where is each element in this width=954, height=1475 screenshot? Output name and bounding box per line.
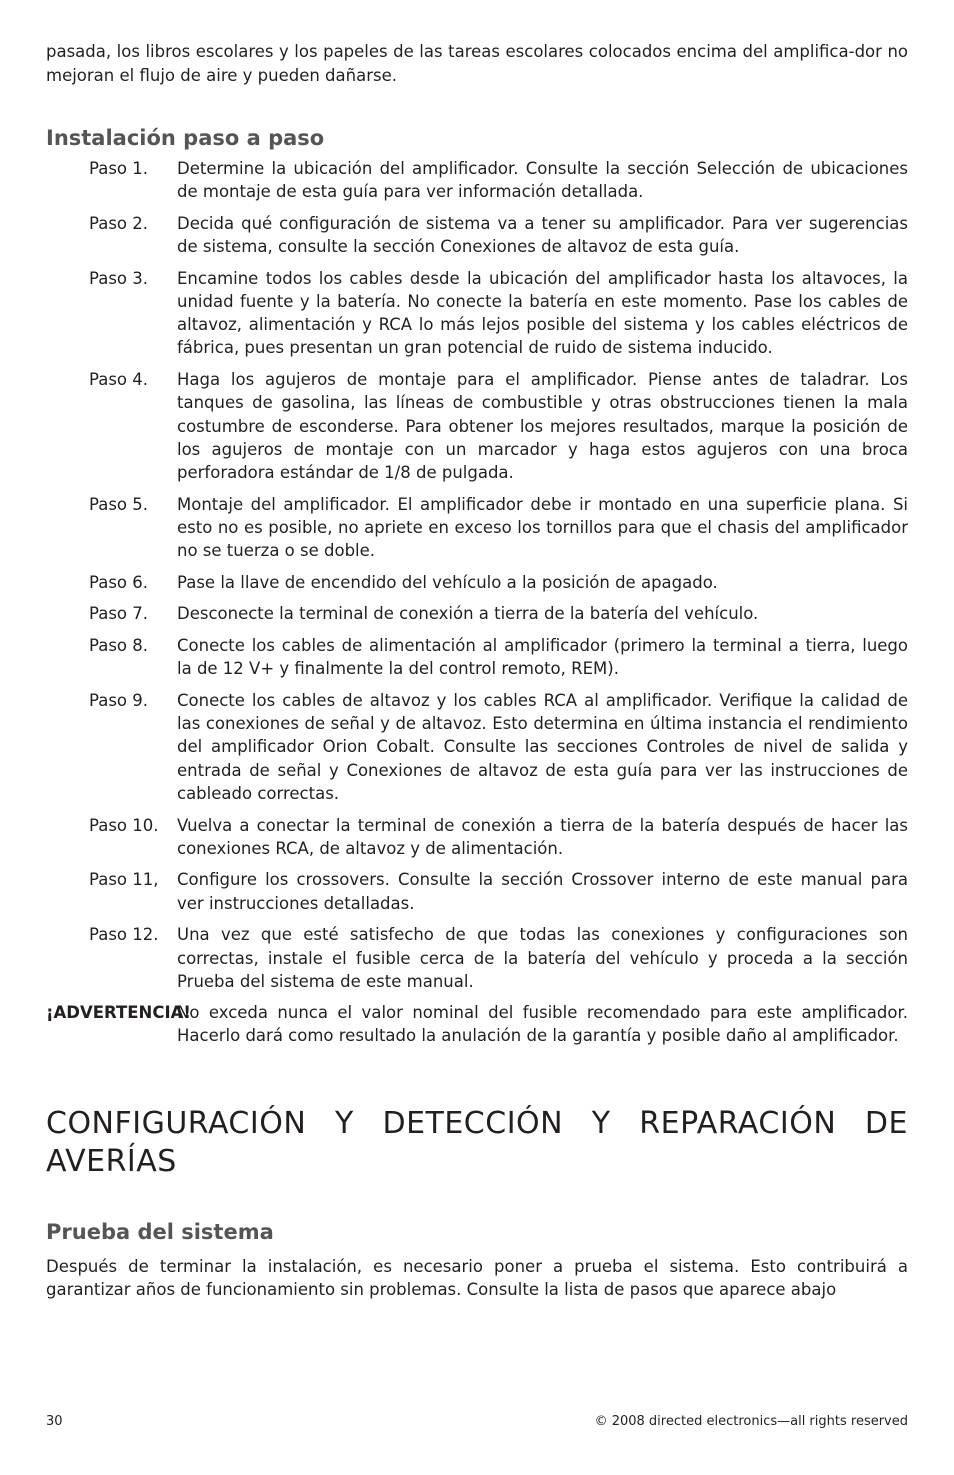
warning-text: No exceda nunca el valor nominal del fusible recomendado para este amplificador. Hacerlo dará como resultado la anulación de la garantía y posible daño al amplificador. — [177, 1002, 908, 1045]
step-label: Paso 1. — [89, 159, 148, 178]
install-heading: Instalación paso a paso — [46, 126, 325, 150]
step-label: Paso 8. — [89, 636, 148, 656]
step-text: Montaje del amplificador. El amplificador debe ir montado en una superficie plana. Si esto no es posible, no apriete en exceso los tornillos para que el chasis del amplificador no se tuerza o se doble. — [177, 494, 908, 561]
list-item — [46, 868, 908, 914]
step-label: Paso 3. — [89, 268, 148, 288]
list-item — [46, 634, 908, 680]
step-label: Paso 11, — [89, 870, 159, 890]
page-content — [46, 40, 908, 1302]
list-item — [46, 689, 908, 805]
step-text: Conecte los cables de altavoz y los cables RCA al amplificador. Verifique la calidad de las conexiones de señal y de altavoz. Esto determina en última instancia el rendimiento del amplificador Orion Cobalt. Consulte las secciones Controles de nivel de salida y entrada de señal y Conexiones de altavoz de esta guía para ver las instrucciones de cableado correctas. — [177, 691, 908, 803]
list-item — [46, 212, 908, 258]
install-steps-list — [46, 157, 908, 993]
copyright-text: © 2008 directed electronics—all rights reserved — [594, 1414, 908, 1429]
step-text: Haga los agujeros de montaje para el amplificador. Piense antes de taladrar. Los tanques de gasolina, las líneas de combustible y otras obstrucciones tienen la mala costumbre de esconderse. Para obtener los mejores resultados, marque la posición de los agujeros de montaje con un marcador y haga estos agujeros con una broca perforadora estándar de 1/8 de pulgada. — [177, 370, 908, 482]
step-text: Determine la ubicación del amplificador. Consulte la sección Selección de ubicaciones de montaje de esta guía para ver información detallada. — [177, 159, 908, 202]
step-text: Una vez que esté satisfecho de que todas las conexiones y configuraciones son correctas, instale el fusible cerca de la batería del vehículo y proceda a la sección Prueba del sistema de este manual. — [177, 925, 908, 991]
step-text: Desconecte la terminal de conexión a tierra de la batería del vehículo. — [177, 604, 759, 624]
page-number: 30 — [46, 1414, 63, 1429]
step-label: Paso 10. — [89, 815, 159, 835]
list-item — [46, 571, 908, 594]
step-text: Pase la llave de encendido del vehículo a la posición de apagado. — [177, 572, 718, 592]
list-item — [46, 267, 908, 360]
step-text: Configure los crossovers. Consulte la sección Crossover interno de este manual para ver instrucciones detalladas. — [177, 870, 908, 913]
page-footer — [46, 1414, 908, 1429]
system-test-paragraph: Después de terminar la instalación, es necesario poner a prueba el sistema. Esto contribuirá a garantizar años de funcionamiento sin problemas. Consulte la lista de pasos que aparece abajo — [46, 1256, 908, 1300]
warning-note — [46, 1001, 908, 1047]
config-heading: CONFIGURACIÓN Y DETECCIÓN Y REPARACIÓN DE AVERÍAS — [46, 1105, 908, 1179]
system-test-heading: Prueba del sistema — [46, 1219, 274, 1244]
list-item — [46, 368, 908, 484]
step-text: Vuelva a conectar la terminal de conexión a tierra de la batería después de hacer las conexiones RCA, de altavoz y de alimentación. — [177, 815, 908, 858]
step-text: Encamine todos los cables desde la ubicación del amplificador hasta los altavoces, la unidad fuente y la batería. No conecte la batería en este momento. Pase los cables de altavoz, alimentación y RCA lo más lejos posible del sistema y los cables eléctricos de fábrica, pues presentan un gran potencial de ruido de sistema inducido. — [177, 268, 908, 358]
step-label: Paso 6. — [89, 572, 148, 592]
list-item — [46, 157, 908, 203]
list-item — [46, 923, 908, 993]
intro-paragraph: pasada, los libros escolares y los papeles de las tareas escolares colocados encima del amplifica-dor no mejoran el flujo de aire y pueden dañarse. — [46, 42, 908, 85]
step-label: Paso 9. — [89, 691, 148, 711]
step-text: Decida qué configuración de sistema va a tener su amplificador. Para ver sugerencias de sistema, consulte la sección Conexiones de altavoz de esta guía. — [177, 213, 908, 257]
list-item — [46, 493, 908, 563]
step-text: Conecte los cables de alimentación al amplificador (primero la terminal a tierra, luego la de 12 V+ y finalmente la del control remoto, REM). — [177, 636, 908, 679]
step-label: Paso 12. — [89, 925, 159, 945]
list-item — [46, 602, 908, 625]
step-label: Paso 4. — [89, 370, 148, 390]
step-label: Paso 2. — [89, 213, 148, 233]
warning-label: ¡ADVERTENCIA! — [46, 1002, 191, 1022]
step-label: Paso 5. — [89, 494, 148, 514]
list-item — [46, 814, 908, 860]
step-label: Paso 7. — [89, 604, 148, 624]
